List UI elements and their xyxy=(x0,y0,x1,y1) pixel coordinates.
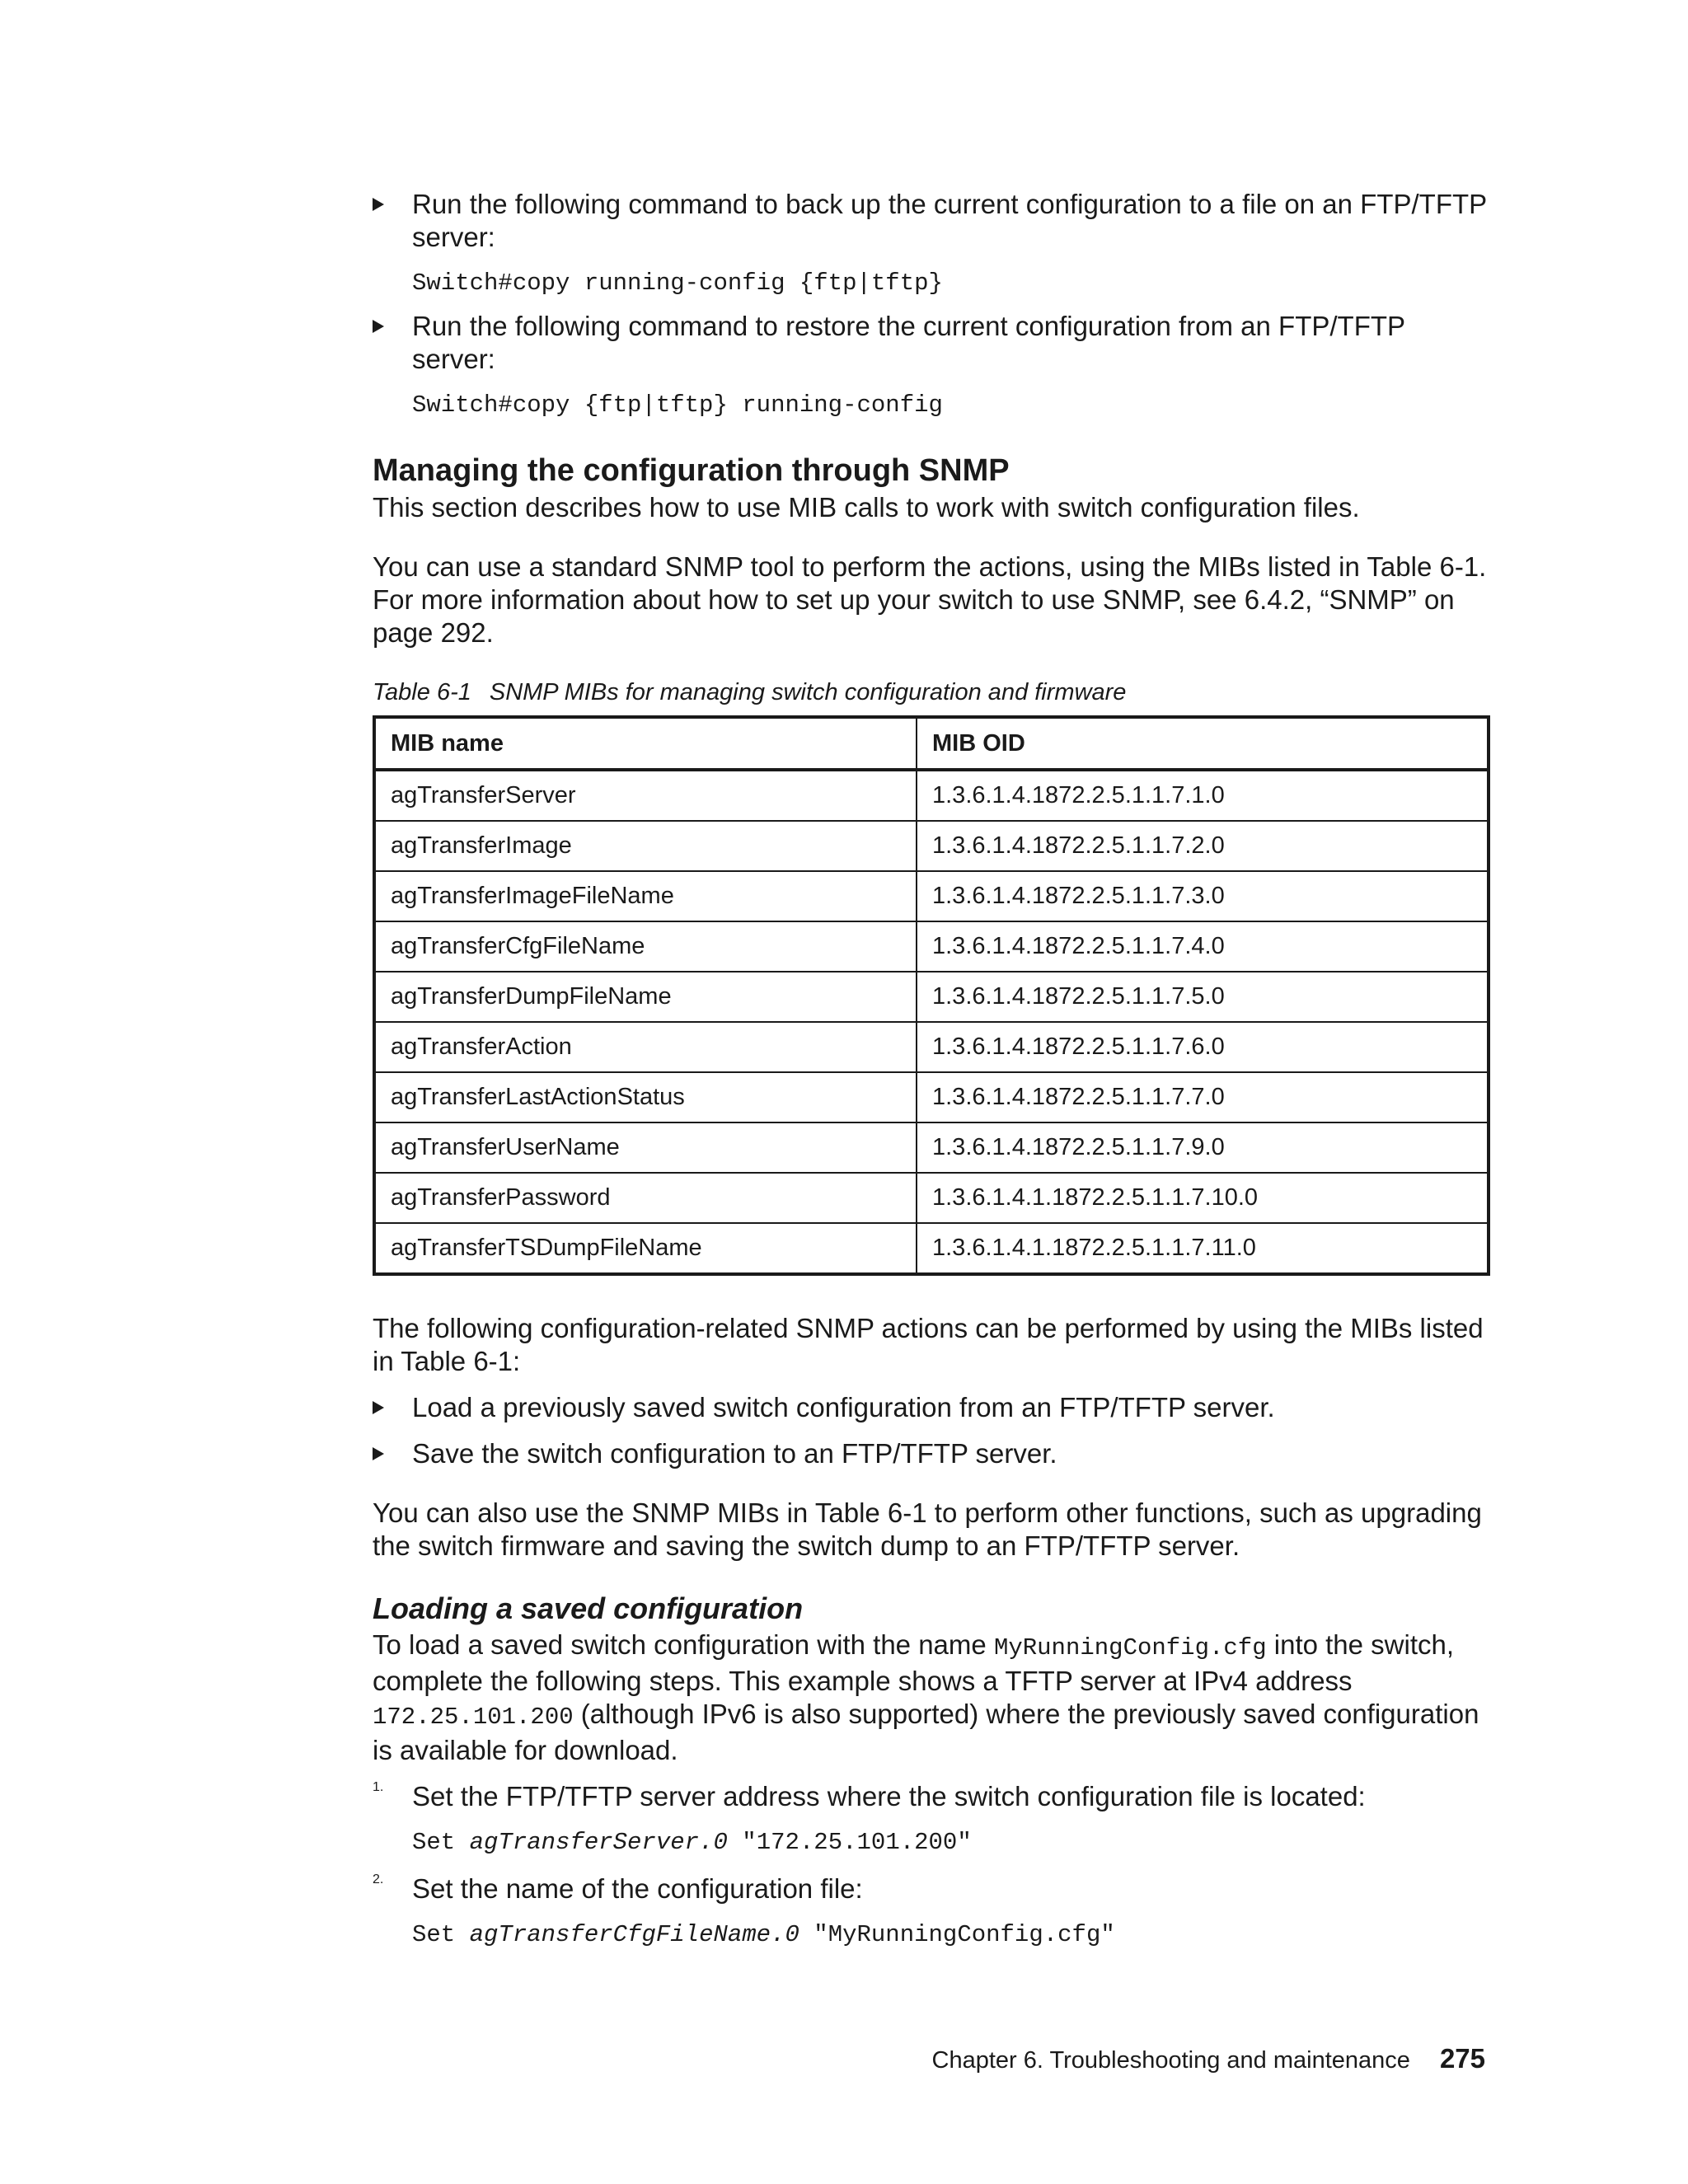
mib-name-cell: agTransferTSDumpFileName xyxy=(374,1223,917,1274)
table-caption-title: SNMP MIBs for managing switch configuration and firmware xyxy=(489,679,1127,705)
bullet-arrow-icon xyxy=(373,1401,384,1414)
mib-name-cell: agTransferDumpFileName xyxy=(374,972,917,1022)
bullet-text: Run the following command to back up the current configuration to a file on an FTP/TFTP server: xyxy=(412,189,1487,252)
command-variable: agTransferCfgFileName.0 xyxy=(469,1921,799,1948)
table-row xyxy=(374,1122,1489,1173)
mib-oid-cell: 1.3.6.1.4.1.1872.2.5.1.1.7.10.0 xyxy=(917,1173,1489,1223)
table-row xyxy=(374,1072,1489,1122)
mib-oid-cell: 1.3.6.1.4.1872.2.5.1.1.7.7.0 xyxy=(917,1072,1489,1122)
mib-name-cell: agTransferImageFileName xyxy=(374,871,917,921)
mib-oid-cell: 1.3.6.1.4.1.1872.2.5.1.1.7.11.0 xyxy=(917,1223,1489,1274)
command-backup: Switch#copy running-config {ftp|tftp} xyxy=(412,269,943,297)
table-row xyxy=(374,770,1489,821)
mib-oid-cell: 1.3.6.1.4.1872.2.5.1.1.7.2.0 xyxy=(917,821,1489,871)
after-table-para-2: You can also use the SNMP MIBs in Table 6-1 to perform other functions, such as upgrading the switch firmware and saving the switch dump to an FTP/TFTP server. xyxy=(373,1497,1482,1561)
header-mib-name: MIB name xyxy=(374,717,917,770)
mib-name-cell: agTransferLastActionStatus xyxy=(374,1072,917,1122)
table-caption xyxy=(373,677,1490,707)
loading-text-a: To load a saved switch configuration with the name xyxy=(373,1629,994,1660)
server-ip: 172.25.101.200 xyxy=(373,1704,574,1731)
bullet-arrow-icon xyxy=(373,198,384,211)
table-row xyxy=(374,921,1489,972)
header-mib-oid: MIB OID xyxy=(917,717,1489,770)
loading-heading: Loading a saved configuration xyxy=(373,1591,804,1625)
action-bullet-load xyxy=(373,1391,1490,1424)
section-para-1: This section describes how to use MIB calls to work with switch configuration files. xyxy=(373,492,1360,523)
bullet-text: Run the following command to restore the current configuration from an FTP/TFTP server: xyxy=(412,311,1405,374)
step-text: Set the FTP/TFTP server address where the switch configuration file is located: xyxy=(412,1781,1366,1811)
step-2-command xyxy=(373,1919,1490,1952)
table-header-row xyxy=(374,717,1489,770)
mib-name-cell: agTransferImage xyxy=(374,821,917,871)
page-number: 275 xyxy=(1439,2043,1485,2074)
config-filename: MyRunningConfig.cfg xyxy=(993,1634,1267,1661)
table-row xyxy=(374,871,1489,921)
mib-name-cell: agTransferPassword xyxy=(374,1173,917,1223)
mib-oid-cell: 1.3.6.1.4.1872.2.5.1.1.7.3.0 xyxy=(917,871,1489,921)
step-number: 2. xyxy=(373,1872,384,1886)
bullet-restore xyxy=(373,310,1490,376)
command-value: "MyRunningConfig.cfg" xyxy=(799,1921,1115,1948)
command-variable: agTransferServer.0 xyxy=(469,1829,728,1856)
mib-oid-cell: 1.3.6.1.4.1872.2.5.1.1.7.9.0 xyxy=(917,1122,1489,1173)
table-row xyxy=(374,1173,1489,1223)
step-1 xyxy=(373,1780,1490,1813)
step-number: 1. xyxy=(373,1780,384,1794)
mib-oid-cell: 1.3.6.1.4.1872.2.5.1.1.7.5.0 xyxy=(917,972,1489,1022)
mib-name-cell: agTransferAction xyxy=(374,1022,917,1072)
mib-table xyxy=(373,715,1490,1276)
command-value: "172.25.101.200" xyxy=(727,1829,972,1856)
step-1-command xyxy=(373,1826,1490,1859)
mib-name-cell: agTransferServer xyxy=(374,770,917,821)
page-content xyxy=(373,188,1490,1952)
table-row xyxy=(374,1022,1489,1072)
table-caption-label: Table 6-1 xyxy=(373,679,471,705)
table-row xyxy=(374,972,1489,1022)
table-row xyxy=(374,821,1489,871)
mib-oid-cell: 1.3.6.1.4.1872.2.5.1.1.7.6.0 xyxy=(917,1022,1489,1072)
bullet-backup xyxy=(373,188,1490,254)
bullet-text: Load a previously saved switch configuration from an FTP/TFTP server. xyxy=(412,1392,1275,1422)
table-row xyxy=(374,1223,1489,1274)
after-table-para: The following configuration-related SNMP actions can be performed by using the MIBs listed in Table 6-1: xyxy=(373,1313,1484,1376)
mib-oid-cell: 1.3.6.1.4.1872.2.5.1.1.7.1.0 xyxy=(917,770,1489,821)
command-keyword: Set xyxy=(412,1829,470,1856)
bullet-arrow-icon xyxy=(373,320,384,333)
page-footer xyxy=(932,2042,1485,2077)
bullet-text: Save the switch configuration to an FTP/TFTP server. xyxy=(412,1438,1057,1469)
loading-para xyxy=(373,1629,1490,1767)
loading-text-c: (although IPv6 is also supported) where the previously saved configuration is available for download. xyxy=(373,1699,1479,1765)
section-para-2: You can use a standard SNMP tool to perform the actions, using the MIBs listed in Table 6-1. For more information about how to set up your switch to use SNMP, see 6.4.2, “SNMP” on page 292. xyxy=(373,551,1487,648)
bullet-arrow-icon xyxy=(373,1447,384,1460)
section-heading: Managing the configuration through SNMP xyxy=(373,453,1010,488)
command-restore: Switch#copy {ftp|tftp} running-config xyxy=(412,391,943,419)
action-bullet-save xyxy=(373,1437,1490,1470)
step-text: Set the name of the configuration file: xyxy=(412,1873,863,1904)
command-keyword: Set xyxy=(412,1921,470,1948)
loading-text-b: into the switch, complete the following steps. This example shows a TFTP server at IPv4 address xyxy=(373,1629,1455,1696)
mib-name-cell: agTransferCfgFileName xyxy=(374,921,917,972)
step-2 xyxy=(373,1872,1490,1905)
mib-oid-cell: 1.3.6.1.4.1872.2.5.1.1.7.4.0 xyxy=(917,921,1489,972)
footer-chapter: Chapter 6. Troubleshooting and maintenance xyxy=(931,2047,1410,2074)
mib-name-cell: agTransferUserName xyxy=(374,1122,917,1173)
